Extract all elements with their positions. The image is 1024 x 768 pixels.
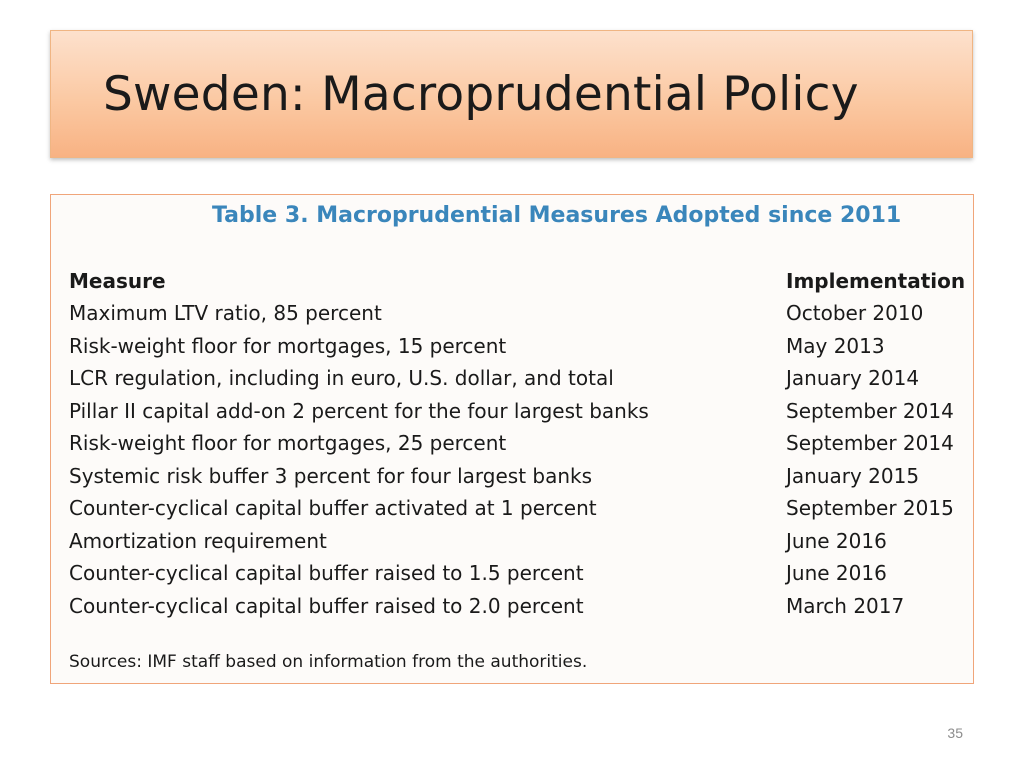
page-number: 35 <box>947 725 963 741</box>
measure-cell: Amortization requirement <box>69 528 327 553</box>
measure-cell: Pillar II capital add-on 2 percent for the four largest banks <box>69 398 649 423</box>
table-rows <box>51 297 971 622</box>
table-row <box>51 427 971 460</box>
measure-cell: Counter-cyclical capital buffer activated at 1 percent <box>69 496 597 520</box>
measure-cell: Counter-cyclical capital buffer raised to 1.5 percent <box>69 561 584 585</box>
table-row <box>51 362 971 395</box>
measures-table <box>50 194 974 684</box>
measure-cell: Risk-weight floor for mortgages, 15 percent <box>69 333 507 358</box>
implementation-cell: September 2014 <box>786 431 954 455</box>
implementation-cell: May 2013 <box>786 333 885 358</box>
implementation-cell: October 2010 <box>786 301 924 325</box>
table-row <box>51 395 971 428</box>
measure-cell: Risk-weight floor for mortgages, 25 percent <box>69 431 507 455</box>
table-row <box>51 460 971 493</box>
measure-cell: Maximum LTV ratio, 85 percent <box>69 301 382 325</box>
implementation-cell: January 2015 <box>786 463 920 488</box>
measure-cell: Counter-cyclical capital buffer raised to 2.0 percent <box>69 593 584 618</box>
measure-cell: LCR regulation, including in euro, U.S. dollar, and total <box>69 366 614 390</box>
measure-cell: Systemic risk buffer 3 percent for four largest banks <box>69 463 593 488</box>
table-row <box>51 557 971 590</box>
table-row <box>51 590 971 623</box>
implementation-cell: September 2014 <box>786 398 954 423</box>
column-header-implementation: Implementation <box>786 269 966 293</box>
table-row <box>51 525 971 558</box>
table-caption: Table 3. Macroprudential Measures Adopted since 2011 <box>212 203 902 228</box>
table-row <box>51 330 971 363</box>
column-header-measure: Measure <box>69 269 166 293</box>
implementation-cell: March 2017 <box>786 593 905 618</box>
table-row <box>51 492 971 525</box>
slide-title-bar <box>50 30 973 158</box>
slide-title: Sweden: Macroprudential Policy <box>103 67 859 122</box>
implementation-cell: January 2014 <box>786 366 920 390</box>
implementation-cell: June 2016 <box>786 561 887 585</box>
table-row <box>51 297 971 330</box>
implementation-cell: September 2015 <box>786 496 954 520</box>
table-sources-note: Sources: IMF staff based on information from the authorities. <box>69 652 588 672</box>
implementation-cell: June 2016 <box>786 528 887 553</box>
